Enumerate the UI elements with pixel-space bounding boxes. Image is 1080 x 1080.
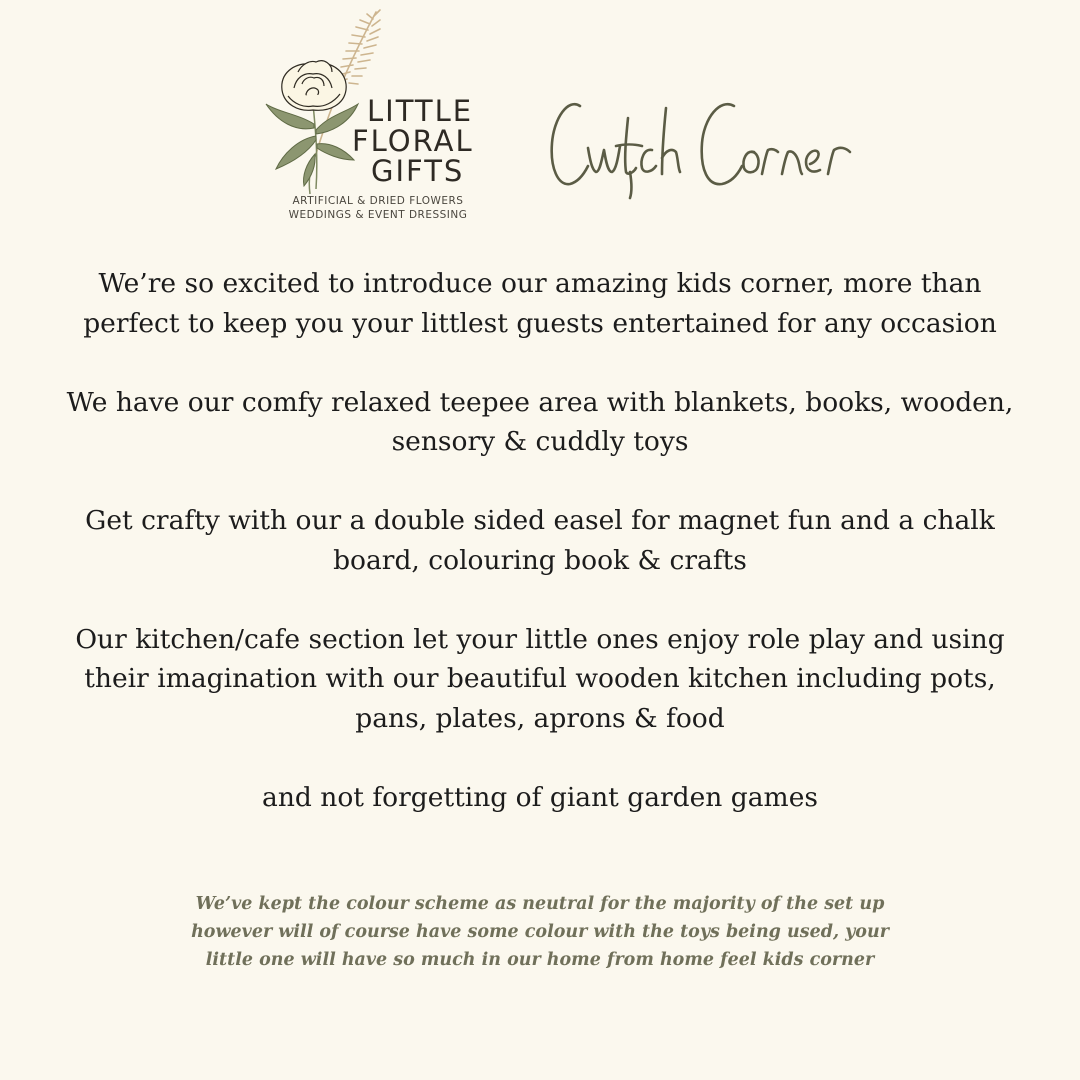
colour-scheme-note: We’ve kept the colour scheme as neutral for the majority of the set up however will of course have some colour with the toys being used, your little one will have so much in our home from home feel kids corner	[191, 894, 889, 970]
logo-wordmark-line3: GIFTS	[371, 154, 465, 188]
main-content	[60, 264, 1020, 857]
garden-games-paragraph: and not forgetting of giant garden games	[262, 781, 818, 813]
logo-wordmark-line1: LITTLE	[367, 94, 474, 128]
intro-paragraph: We’re so excited to introduce our amazing kids corner, more than perfect to keep you your littlest guests entertained for any occasion	[83, 268, 997, 339]
crafts-paragraph: Get crafty with our a double sided easel for magnet fun and a chalk board, colouring book & crafts	[85, 505, 995, 576]
teepee-paragraph: We have our comfy relaxed teepee area with blankets, books, wooden, sensory & cuddly toys	[66, 386, 1014, 457]
script-title-artwork	[548, 88, 858, 208]
page-title	[548, 88, 858, 208]
logo-wordmark-line2: FLORAL	[352, 124, 474, 158]
logo-tagline-1: ARTIFICIAL & DRIED FLOWERS	[292, 195, 464, 207]
logo-tagline-2: WEDDINGS & EVENT DRESSING	[288, 209, 468, 221]
kitchen-paragraph: Our kitchen/cafe section let your little ones enjoy role play and using their imagination with our beautiful wooden kitchen including pots, pans, plates, aprons & food	[75, 623, 1005, 734]
brand-logo	[258, 4, 498, 232]
